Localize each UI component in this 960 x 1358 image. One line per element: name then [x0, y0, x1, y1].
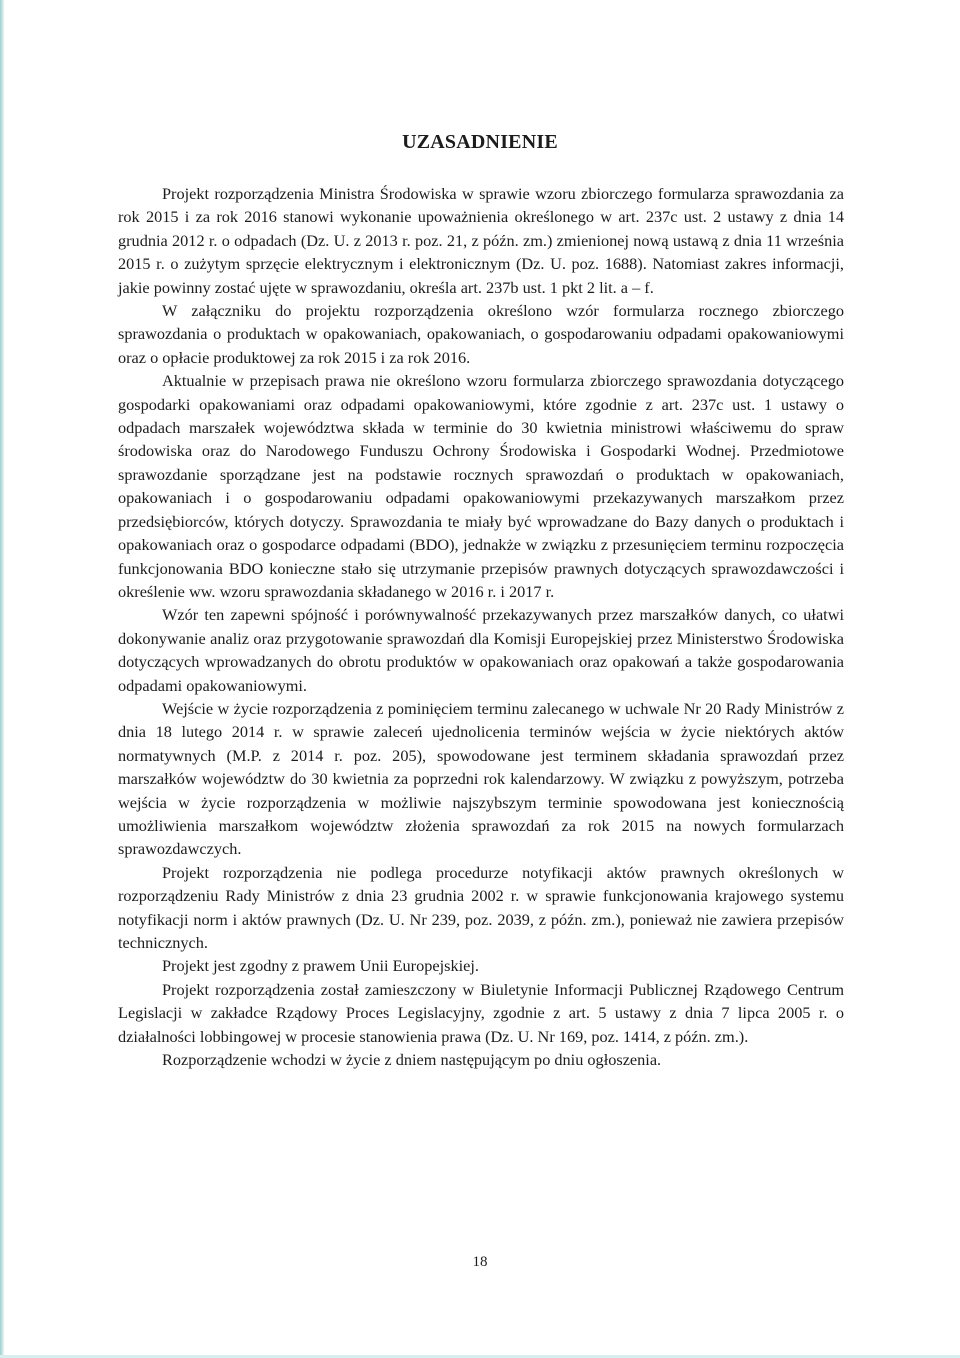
- page-title: UZASADNIENIE: [402, 131, 558, 153]
- document-body: [118, 182, 844, 1071]
- page-number: 18: [472, 1254, 488, 1270]
- paragraph-entry-into-force-timing: Wejście w życie rozporządzenia z pominięciem terminu zalecanego w uchwale Nr 20 Rady Ministrów z dnia 18 lutego 2014 r. w sprawie zaleceń ujednolicenia terminów wejścia w życie niektórych aktów normatywnych (M.P. z 2014 r. poz. 205), spowodowane jest terminem składania sprawozdań przez marszałków województw do 30 kwietnia za poprzedni rok kalendarzowy. W związku z powyższym, potrzeba wejścia w życie rozporządzenia w możliwie najszybszym terminie spowodowana jest koniecznością umożliwienia marszałkom województw złożenia sprawozdań za rok 2015 na nowych formularzach sprawozdawczych.: [118, 698, 844, 859]
- paragraph-entry-into-force: Rozporządzenie wchodzi w życie z dniem następującym po dniu ogłoszenia.: [162, 1050, 662, 1070]
- paragraph-consistency: Wzór ten zapewni spójność i porównywalność przekazywanych przez marszałków danych, co ułatwi dokonywanie analiz oraz przygotowanie sprawozdań dla Komisji Europejskiej przez Ministerstwo Środowiska dotyczących wprowadzanych do obrotu produktów w opakowaniach oraz opakowań a także gospodarowania odpadami opakowaniowymi.: [118, 605, 844, 695]
- paragraph-eu-compliance: Projekt jest zgodny z prawem Unii Europejskiej.: [162, 956, 479, 976]
- paragraph-current-law: Aktualnie w przepisach prawa nie określono wzoru formularza zbiorczego sprawozdania dotyczącego gospodarki opakowaniami oraz odpadami opakowaniowymi, które zgodnie z art. 237c ust. 1 ustawy o odpadach marszałek województwa składa w terminie do 30 kwietnia ministrowi właściwemu do spraw środowiska oraz do Narodowego Funduszu Ochrony Środowiska i Gospodarki Wodnej. Przedmiotowe sprawozdanie sporządzane jest na podstawie rocznych sprawozdań o produktach w opakowaniach, opakowaniach i o gospodarowaniu odpadami opakowaniowymi przekazywanych marszałkom przez przedsiębiorców, których dotyczy. Sprawozdania te miały być wprowadzane do Bazy danych o produktach i opakowaniach oraz o gospodarce odpadami (BDO), jednakże w związku z przesunięciem terminu rozpoczęcia funkcjonowania BDO konieczne stało się utrzymanie przepisów prawnych dotyczących sprawozdawczości i określenie ww. wzoru sprawozdania składanego w 2016 r. i 2017 r.: [118, 371, 844, 601]
- paragraph-publication: Projekt rozporządzenia został zamieszczony w Biuletynie Informacji Publicznej Rządowego Centrum Legislacji w zakładce Rządowy Proces Legislacyjny, zgodnie z art. 5 ustawy z dnia 7 lipca 2005 r. o działalności lobbingowej w procesie stanowienia prawa (Dz. U. Nr 169, poz. 1414, z późn. zm.).: [118, 979, 844, 1046]
- paragraph-annex: W załączniku do projektu rozporządzenia określono wzór formularza rocznego zbiorczego sprawozdania o produktach w opakowaniach, opakowaniach, o gospodarowaniu odpadami opakowaniowymi oraz o opłacie produktowej za rok 2015 i za rok 2016.: [118, 301, 844, 367]
- scan-edge: [0, 0, 4, 1358]
- paragraph-legal-basis: Projekt rozporządzenia Ministra Środowiska w sprawie wzoru zbiorczego formularza sprawozdania za rok 2015 i za rok 2016 stanowi wykonanie upoważnienia określonego w art. 237c ust. 2 ustawy z dnia 14 grudnia 2012 r. o odpadach (Dz. U. z 2013 r. poz. 21, z późn. zm.) zmienionej nową ustawą z dnia 11 września 2015 r. o zużytym sprzęcie elektrycznym i elektronicznym (Dz. U. poz. 1688). Natomiast zakres informacji, jakie powinny zostać ujęte w sprawozdaniu, określa art. 237b ust. 1 pkt 2 lit. a – f.: [118, 184, 844, 297]
- paragraph-notification: Projekt rozporządzenia nie podlega procedurze notyfikacji aktów prawnych określonych w rozporządzeniu Rady Ministrów z dnia 23 grudnia 2002 r. w sprawie funkcjonowania krajowego systemu notyfikacji norm i aktów prawnych (Dz. U. Nr 239, poz. 2039, z późn. zm.), ponieważ nie zawiera przepisów technicznych.: [118, 862, 844, 952]
